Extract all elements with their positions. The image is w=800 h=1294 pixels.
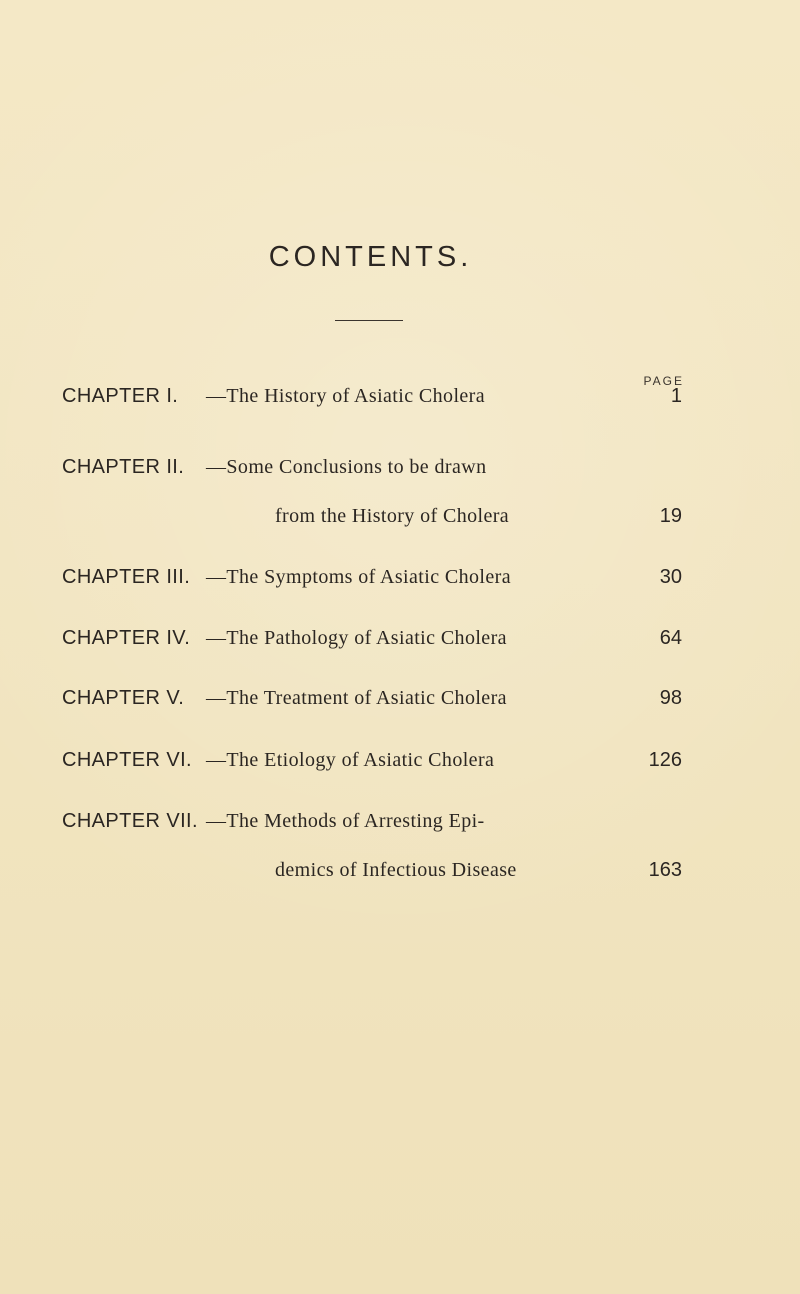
entry-line xyxy=(62,456,682,505)
chapter-word: CHAPTER xyxy=(62,566,161,588)
page-number: 64 xyxy=(659,627,682,649)
entry-continuation-line xyxy=(62,859,682,893)
chapter-word: CHAPTER xyxy=(62,810,161,832)
entry-line xyxy=(62,385,682,419)
page-number: 1 xyxy=(670,385,682,407)
chapter-title: —The Etiology of Asiatic Cholera xyxy=(206,749,495,771)
entry-line xyxy=(62,687,682,721)
contents-title: CONTENTS. xyxy=(268,241,473,273)
chapter-label xyxy=(62,566,190,589)
entry-line xyxy=(62,627,682,661)
entry-line xyxy=(62,566,682,600)
page-column-label: PAGE xyxy=(643,374,684,388)
chapter-label xyxy=(62,810,198,833)
chapter-word: CHAPTER xyxy=(62,627,161,649)
chapter-title: —Some Conclusions to be drawn xyxy=(206,456,487,478)
chapter-numeral: VI. xyxy=(166,749,192,771)
contents-entry xyxy=(62,810,682,893)
chapter-numeral: VII. xyxy=(166,810,198,832)
contents-entry xyxy=(62,749,682,783)
chapter-word: CHAPTER xyxy=(62,749,161,771)
chapter-title: —The Pathology of Asiatic Cholera xyxy=(206,627,507,649)
chapter-label xyxy=(62,456,184,479)
contents-entry xyxy=(62,627,682,661)
entry-line xyxy=(62,810,682,859)
chapter-numeral: III. xyxy=(166,566,191,588)
chapter-numeral: V. xyxy=(166,687,185,709)
entry-continuation-line xyxy=(62,505,682,539)
chapter-title: —The Methods of Arresting Epi- xyxy=(206,810,485,832)
contents-entry xyxy=(62,566,682,600)
chapter-label xyxy=(62,627,190,650)
title-rule xyxy=(335,320,403,321)
chapter-numeral: IV. xyxy=(166,627,191,649)
chapter-numeral: II. xyxy=(166,456,185,478)
chapter-title: —The Symptoms of Asiatic Cholera xyxy=(206,566,511,588)
chapter-label xyxy=(62,385,178,408)
entry-line xyxy=(62,749,682,783)
chapter-label xyxy=(62,749,192,772)
chapter-title: —The History of Asiatic Cholera xyxy=(206,385,486,407)
contents-entry xyxy=(62,385,682,419)
chapter-title: —The Treatment of Asiatic Cholera xyxy=(206,687,507,709)
chapter-label xyxy=(62,687,184,710)
chapter-word: CHAPTER xyxy=(62,456,161,478)
chapter-numeral: I. xyxy=(166,385,179,407)
page-number: 126 xyxy=(648,749,682,771)
chapter-title-continuation: from the History of Cholera xyxy=(275,505,510,527)
chapter-word: CHAPTER xyxy=(62,385,161,407)
page-number: 30 xyxy=(659,566,682,588)
chapter-title-continuation: demics of Infectious Disease xyxy=(275,859,517,881)
chapter-word: CHAPTER xyxy=(62,687,161,709)
page-number: 19 xyxy=(659,505,682,527)
contents-entry xyxy=(62,687,682,721)
page-number: 98 xyxy=(659,687,682,709)
contents-entry xyxy=(62,456,682,539)
page-number: 163 xyxy=(648,859,682,881)
